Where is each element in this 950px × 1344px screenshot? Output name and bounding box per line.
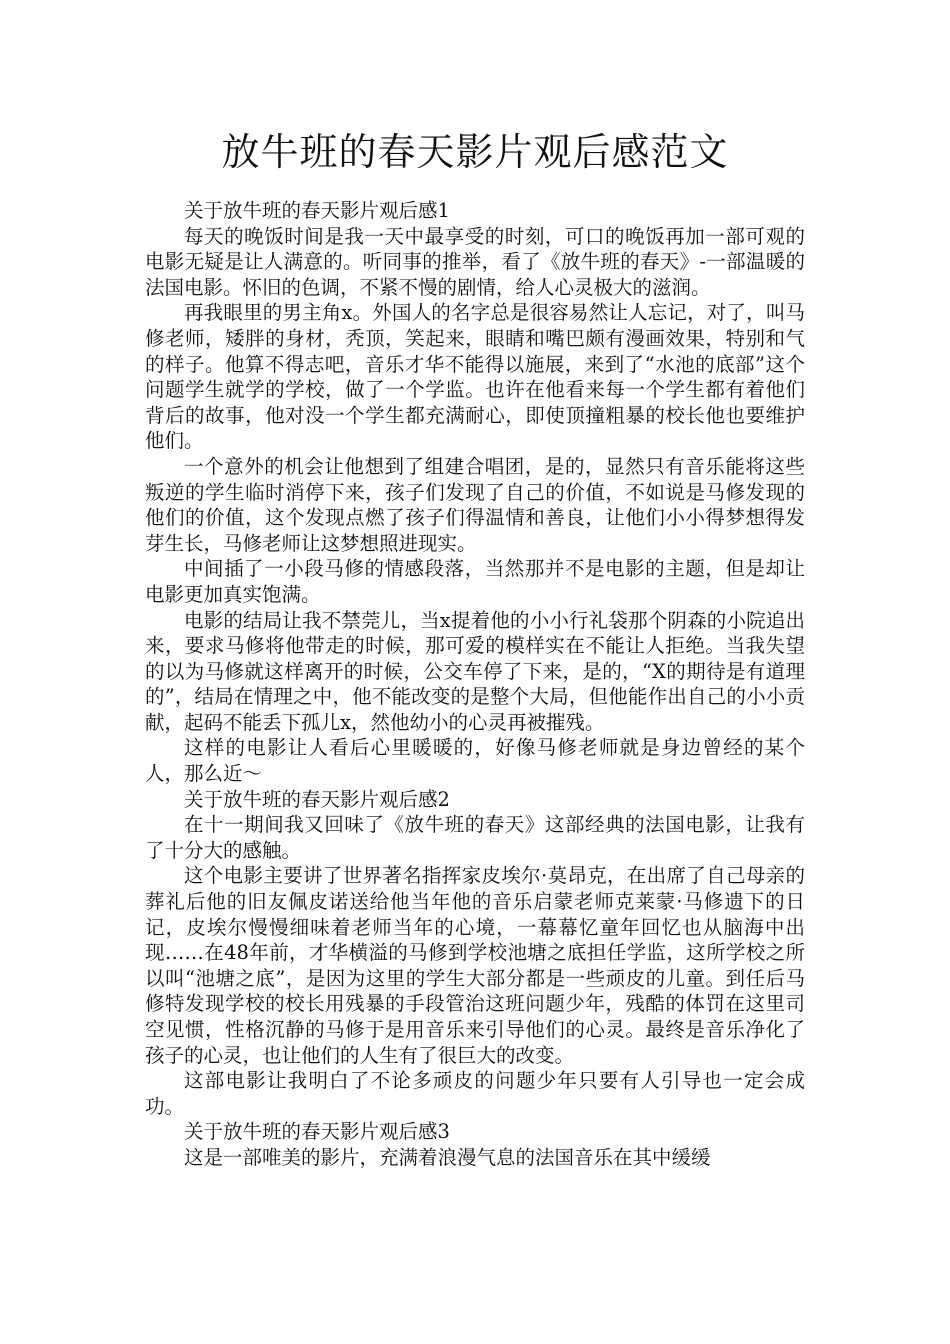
paragraph: 每天的晚饭时间是我一天中最享受的时刻，可口的晚饭再加一部可观的电影无疑是让人满意的。听同事的推举，看了《放牛班的春天》-一部温暖的法国电影。怀旧的色调，不紧不慢的剧情，给人心灵极大的滋润。 [145,224,805,299]
paragraph-heading-2: 关于放牛班的春天影片观后感2 [184,787,450,811]
paragraph: 这样的电影让人看后心里暖暖的，好像马修老师就是身边曾经的某个人，那么近～ [145,736,805,786]
paragraph: 电影的结局让我不禁莞儿，当x提着他的小小行礼袋那个阴森的小院追出来，要求马修将他带走的时候，那可爱的模样实在不能让人拒绝。当我失望的以为马修就这样离开的时候，公交车停了下来，是的，“X的期待是有道理的”，结局在情理之中，他不能改变的是整个大局，但他能作出自己的小小贡献，起码不能丢下孤儿x，然他幼小的心灵再被摧残。 [145,608,805,734]
document-body [145,198,805,1171]
paragraph: 一个意外的机会让他想到了组建合唱团，是的，显然只有音乐能将这些叛逆的学生临时消停下来，孩子们发现了自己的价值，不如说是马修发现的他们的价值，这个发现点燃了孩子们得温情和善良，让他们小小得梦想得发芽生长，马修老师让这梦想照进现实。 [145,454,805,555]
paragraph-heading-1: 关于放牛班的春天影片观后感1 [184,199,450,222]
paragraph-heading-3: 关于放牛班的春天影片观后感3 [184,1120,450,1144]
paragraph: 中间插了一小段马修的情感段落，当然那并不是电影的主题，但是却让电影更加真实饱满。 [145,557,805,606]
paragraph: 这部电影让我明白了不论多顽皮的问题少年只要有人引导也一定会成功。 [145,1069,805,1118]
paragraph: 在十一期间我又回味了《放牛班的春天》这部经典的法国电影，让我有了十分大的感触。 [145,813,805,862]
paragraph: 这是一部唯美的影片，充满着浪漫气息的法国音乐在其中缓缓 [184,1145,711,1169]
paragraph: 再我眼里的男主角x。外国人的名字总是很容易然让人忘记，对了，叫马修老师，矮胖的身材，秃顶，笑起来，眼睛和嘴巴颇有漫画效果，特别和气的样子。他算不得志吧，音乐才华不能得以施展，来到了“水池的底部”这个问题学生就学的学校，做了一个学监。也许在他看来每一个学生都有着他们背后的故事，他对没一个学生都充满耐心，即使顶撞粗暴的校长他也要维护他们。 [145,301,805,453]
paragraph: 这个电影主要讲了世界著名指挥家皮埃尔·莫昂克，在出席了自己母亲的葬礼后他的旧友佩皮诺送给他当年他的音乐启蒙老师克莱蒙·马修遗下的日记，皮埃尔慢慢细味着老师当年的心境，一幕幕忆童年回忆也从脑海中出现……在48年前，才华横溢的马修到学校池塘之底担任学监，这所学校之所以叫“池塘之底”，是因为这里的学生大部分都是一些顽皮的儿童。到任后马修特发现学校的校长用残暴的手段管治这班问题少年，残酷的体罚在这里司空见惯，性格沉静的马修于是用音乐来引导他们的心灵。最终是音乐净化了孩子的心灵，也让他们的人生有了很巨大的改变。 [145,864,805,1067]
document-title: 放牛班的春天影片观后感范文 [221,130,729,174]
